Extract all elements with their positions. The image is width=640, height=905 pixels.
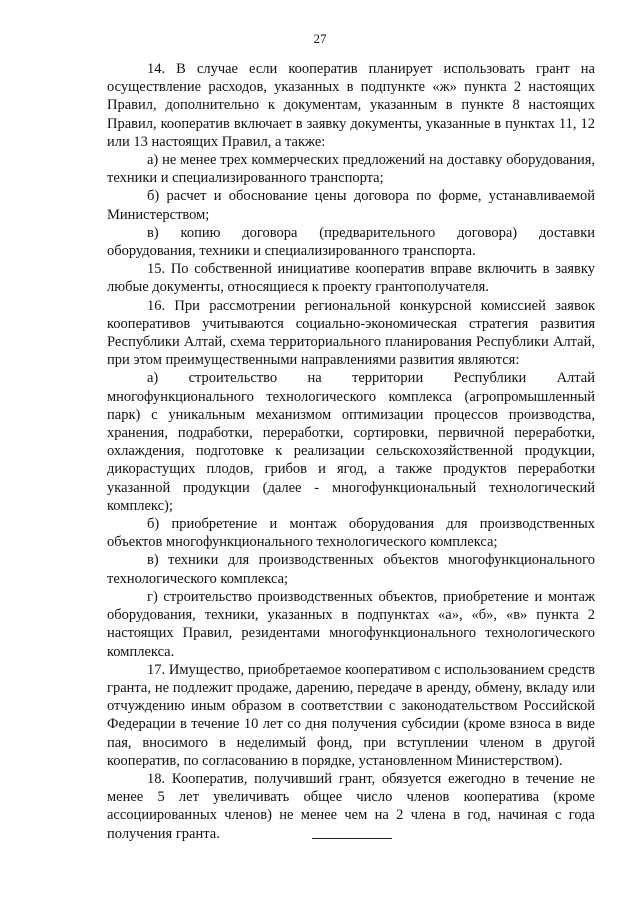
footer-divider: [312, 838, 392, 839]
paragraph-14-v: в) копию договора (предварительного договора) доставки оборудования, техники и специализированного транспорта.: [107, 224, 595, 260]
paragraph-16-v: в) техники для производственных объектов многофункционального технологического комплекса;: [107, 552, 595, 587]
paragraph-17: 17. Имущество, приобретаемое кооперативом с использованием средств гранта, не подлежит продаже, дарению, передаче в аренду, обмену, вкладу или отчуждению иным образом в соответствии с законодательством Российской Федерации в течение 10 лет со дня получения субсидии (кроме взноса в виде пая, вносимого в неделимый фонд, при вступлении членом в другой кооператив, по согласованию в порядке, установленном Министерством).: [107, 661, 595, 769]
paragraph-16-b: б) приобретение и монтаж оборудования для производственных объектов многофункционального технологического комплекса;: [107, 516, 595, 551]
page-number: 27: [313, 31, 327, 46]
paragraph-18: 18. Кооператив, получивший грант, обязуется ежегодно в течение не менее 5 лет увеличивать общее число членов кооператива (кроме ассоциированных членов) не менее чем на 2 члена в год, начиная с года получения гранта.: [107, 770, 595, 842]
document-body: [107, 60, 595, 843]
paragraph-16: 16. При рассмотрении региональной конкурсной комиссией заявок кооперативов учитываются социально-экономическая стратегия развития Республики Алтай, схема территориального планирования Республики Алтай, при этом преимущественными направлениями развития являются:: [107, 297, 595, 369]
paragraph-14-a: а) не менее трех коммерческих предложений на доставку оборудования, техники и специализированного транспорта;: [107, 152, 595, 187]
paragraph-14: 14. В случае если кооператив планирует использовать грант на осуществление расходов, указанных в подпункте «ж» пункта 2 настоящих Правил, дополнительно к документам, указанным в пункте 8 настоящих Правил, кооператив включает в заявку документы, указанные в пунктах 11, 12 или 13 настоящих Правил, а также:: [107, 61, 595, 150]
paragraph-15: 15. По собственной инициативе кооператив вправе включить в заявку любые документы, относящиеся к проекту грантополучателя.: [107, 261, 595, 296]
paragraph-14-b: б) расчет и обоснование цены договора по форме, устанавливаемой Министерством;: [107, 188, 595, 223]
paragraph-16-a: а) строительство на территории Республики Алтай многофункционального технологического комплекса (агропромышленный парк) с уникальным механизмом оптимизации процессов производства, хранения, подработки, переработки, сортировки, первичной переработки, охлаждения, подготовке к реализации сельскохозяйственной продукции, дикорастущих плодов, грибов и ягод, а также продуктов переработки указанной продукции (далее - многофункциональный технологический комплекс);: [107, 370, 595, 514]
paragraph-16-g: г) строительство производственных объектов, приобретение и монтаж оборудования, техники, указанных в подпунктах «а», «б», «в» пункта 2 настоящих Правил, резидентами многофункционального технологического комплекса.: [107, 588, 595, 660]
